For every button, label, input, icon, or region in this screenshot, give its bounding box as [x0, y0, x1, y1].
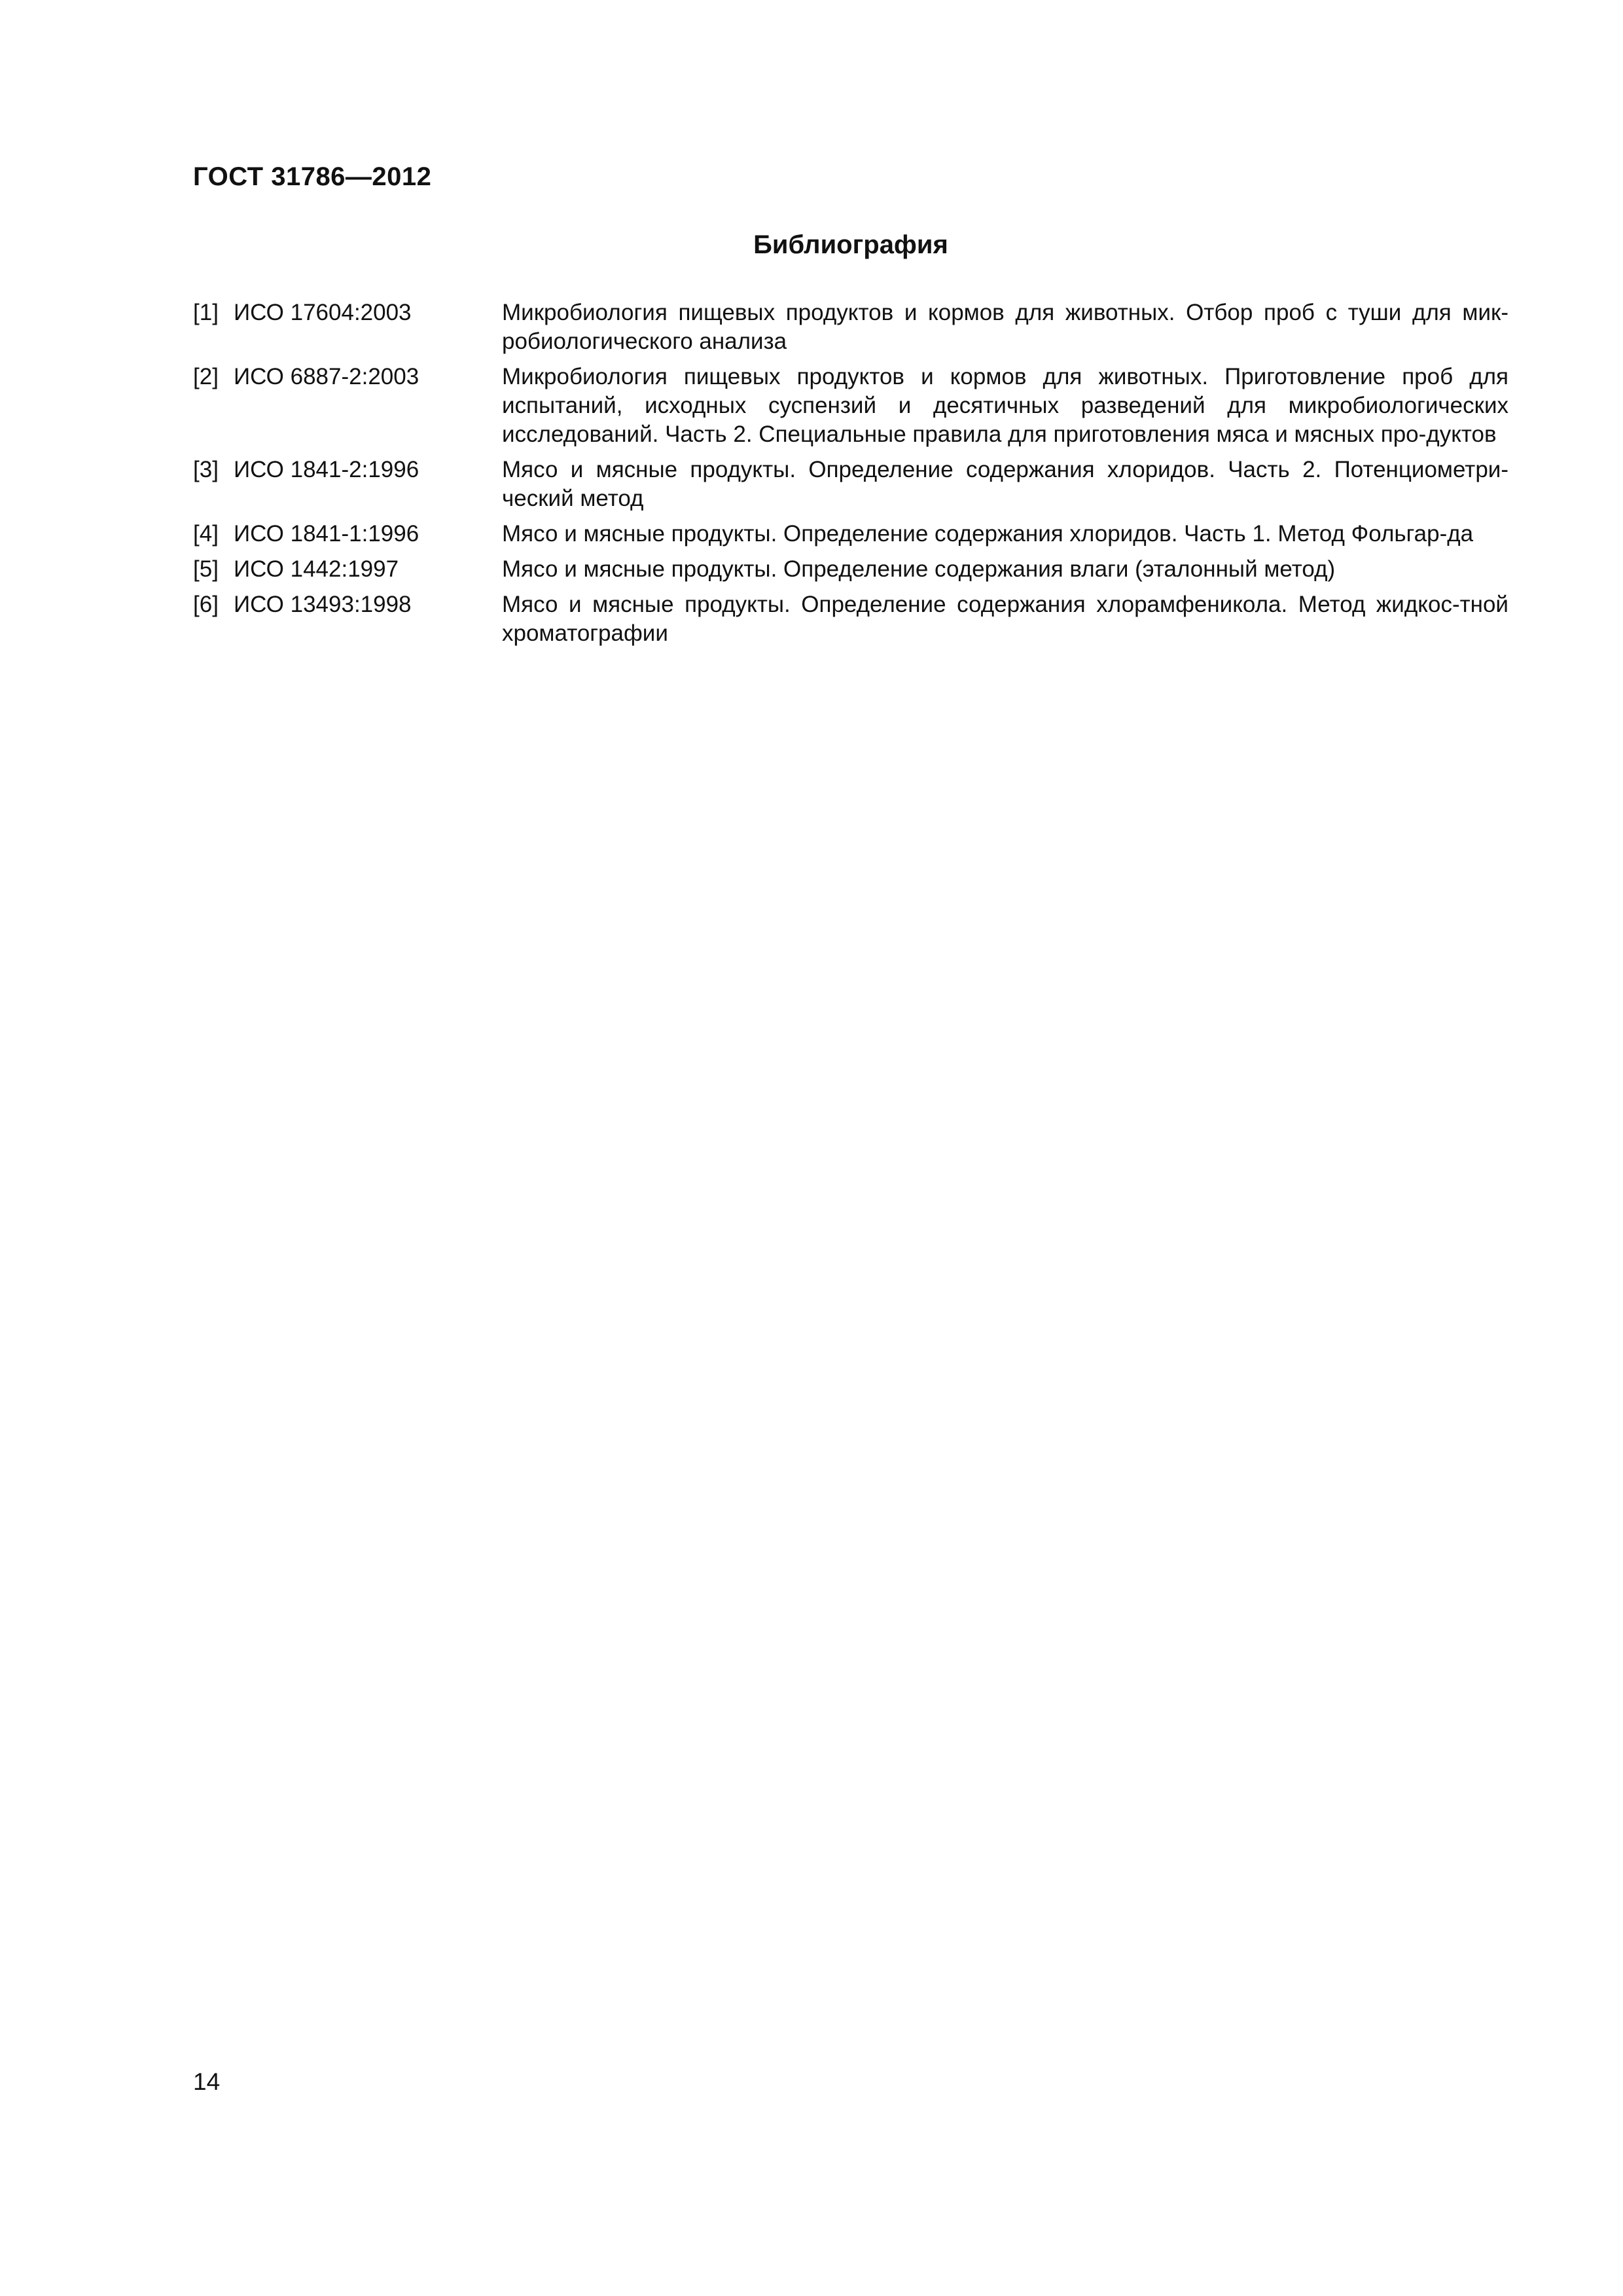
- entry-number: [1]: [193, 300, 219, 325]
- bibliography-entry: [193, 363, 1508, 449]
- section-title: Библиография: [753, 230, 948, 259]
- entry-number: [3]: [193, 457, 219, 482]
- entry-standard: ИСО 1442:1997: [234, 556, 399, 582]
- entry-standard: ИСО 17604:2003: [234, 300, 412, 325]
- entry-title: Мясо и мясные продукты. Определение содержания хлорамфеникола. Метод жидкос-тной хроматографии: [502, 592, 1508, 646]
- entry-number: [6]: [193, 592, 219, 617]
- entry-title: Мясо и мясные продукты. Определение содержания влаги (эталонный метод): [502, 556, 1336, 582]
- entry-title: Мясо и мясные продукты. Определение содержания хлоридов. Часть 1. Метод Фольгар-да: [502, 521, 1474, 547]
- bibliography-entry: [193, 555, 1508, 584]
- entry-title: Микробиология пищевых продуктов и кормов для животных. Отбор проб с туши для мик-робиологического анализа: [502, 300, 1508, 354]
- entry-title: Мясо и мясные продукты. Определение содержания хлоридов. Часть 2. Потенциометри-ческий метод: [502, 457, 1508, 511]
- page-number: 14: [193, 2068, 221, 2095]
- entry-number: [2]: [193, 364, 219, 389]
- bibliography-entry: [193, 590, 1508, 648]
- bibliography-list: [193, 298, 1508, 655]
- bibliography-entry: [193, 520, 1508, 548]
- document-code: ГОСТ 31786—2012: [193, 162, 432, 191]
- bibliography-entry: [193, 298, 1508, 356]
- entry-standard: ИСО 1841-2:1996: [234, 457, 419, 482]
- bibliography-entry: [193, 456, 1508, 513]
- entry-title: Микробиология пищевых продуктов и кормов для животных. Приготовление проб для испытаний, исходных суспензий и десятичных разведений для микробиологических исследований. Часть 2. Специальные правила для приготовления мяса и мясных про-дуктов: [502, 364, 1508, 447]
- entry-number: [5]: [193, 556, 219, 582]
- entry-standard: ИСО 6887-2:2003: [234, 364, 419, 389]
- entry-number: [4]: [193, 521, 219, 547]
- entry-standard: ИСО 1841-1:1996: [234, 521, 419, 547]
- entry-standard: ИСО 13493:1998: [234, 592, 412, 617]
